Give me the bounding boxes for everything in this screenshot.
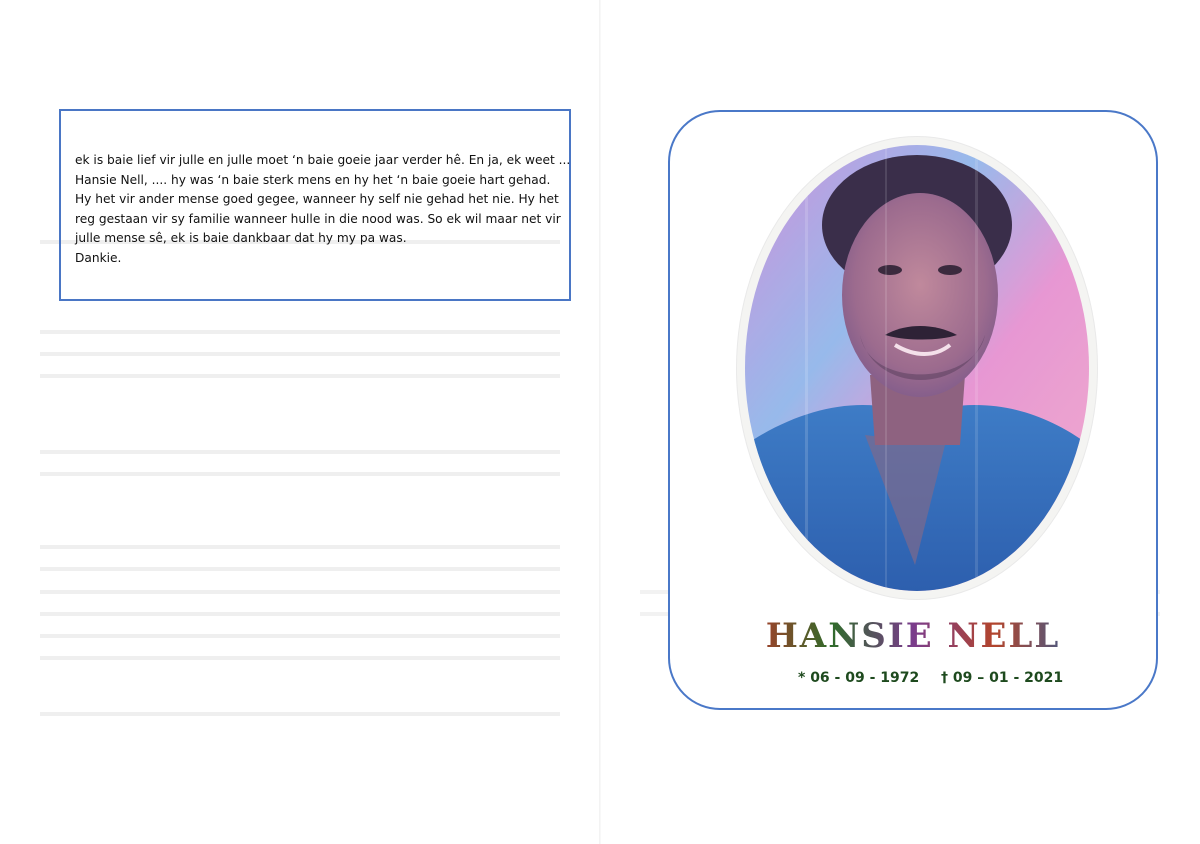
bleed-through-line [40,567,560,571]
death-date: † 09 – 01 - 2021 [941,670,1064,686]
bleed-through-line [40,612,560,616]
bleed-through-line [40,656,560,660]
bleed-through-line [40,634,560,638]
bleed-through-line [40,590,560,594]
message-line: Dankie. [75,250,122,265]
deceased-name: HANSIE NELL [668,616,1158,656]
bleed-through-line [40,352,560,356]
bleed-through-line [40,545,560,549]
tribute-message [75,151,571,268]
message-line: Hansie Nell, .... hy was ‘n baie sterk mens en hy het ‘n baie goeie hart gehad. [75,172,551,187]
bleed-through-line [40,472,560,476]
message-line: julle mense sê, ek is baie dankbaar dat hy my pa was. [75,231,407,245]
bleed-through-line [40,374,560,378]
tribute-message-box [59,109,571,301]
message-line: Hy het vir ander mense goed gegee, wanneer hy self nie gehad het nie. Hy het [75,192,559,206]
message-line: reg gestaan vir sy familie wanneer hulle in die nood was. So ek wil maar net vir [75,211,561,226]
portrait-photo [745,145,1089,591]
bleed-through-line [40,450,560,454]
bleed-through-line [40,330,560,334]
birth-date: * 06 - 09 - 1972 [798,670,920,686]
bleed-through-line [40,712,560,716]
message-line: ek is baie lief vir julle en julle moet ‘n baie goeie jaar verder hê. En ja, ek weet ... [75,153,571,167]
portrait-image [745,145,1089,591]
